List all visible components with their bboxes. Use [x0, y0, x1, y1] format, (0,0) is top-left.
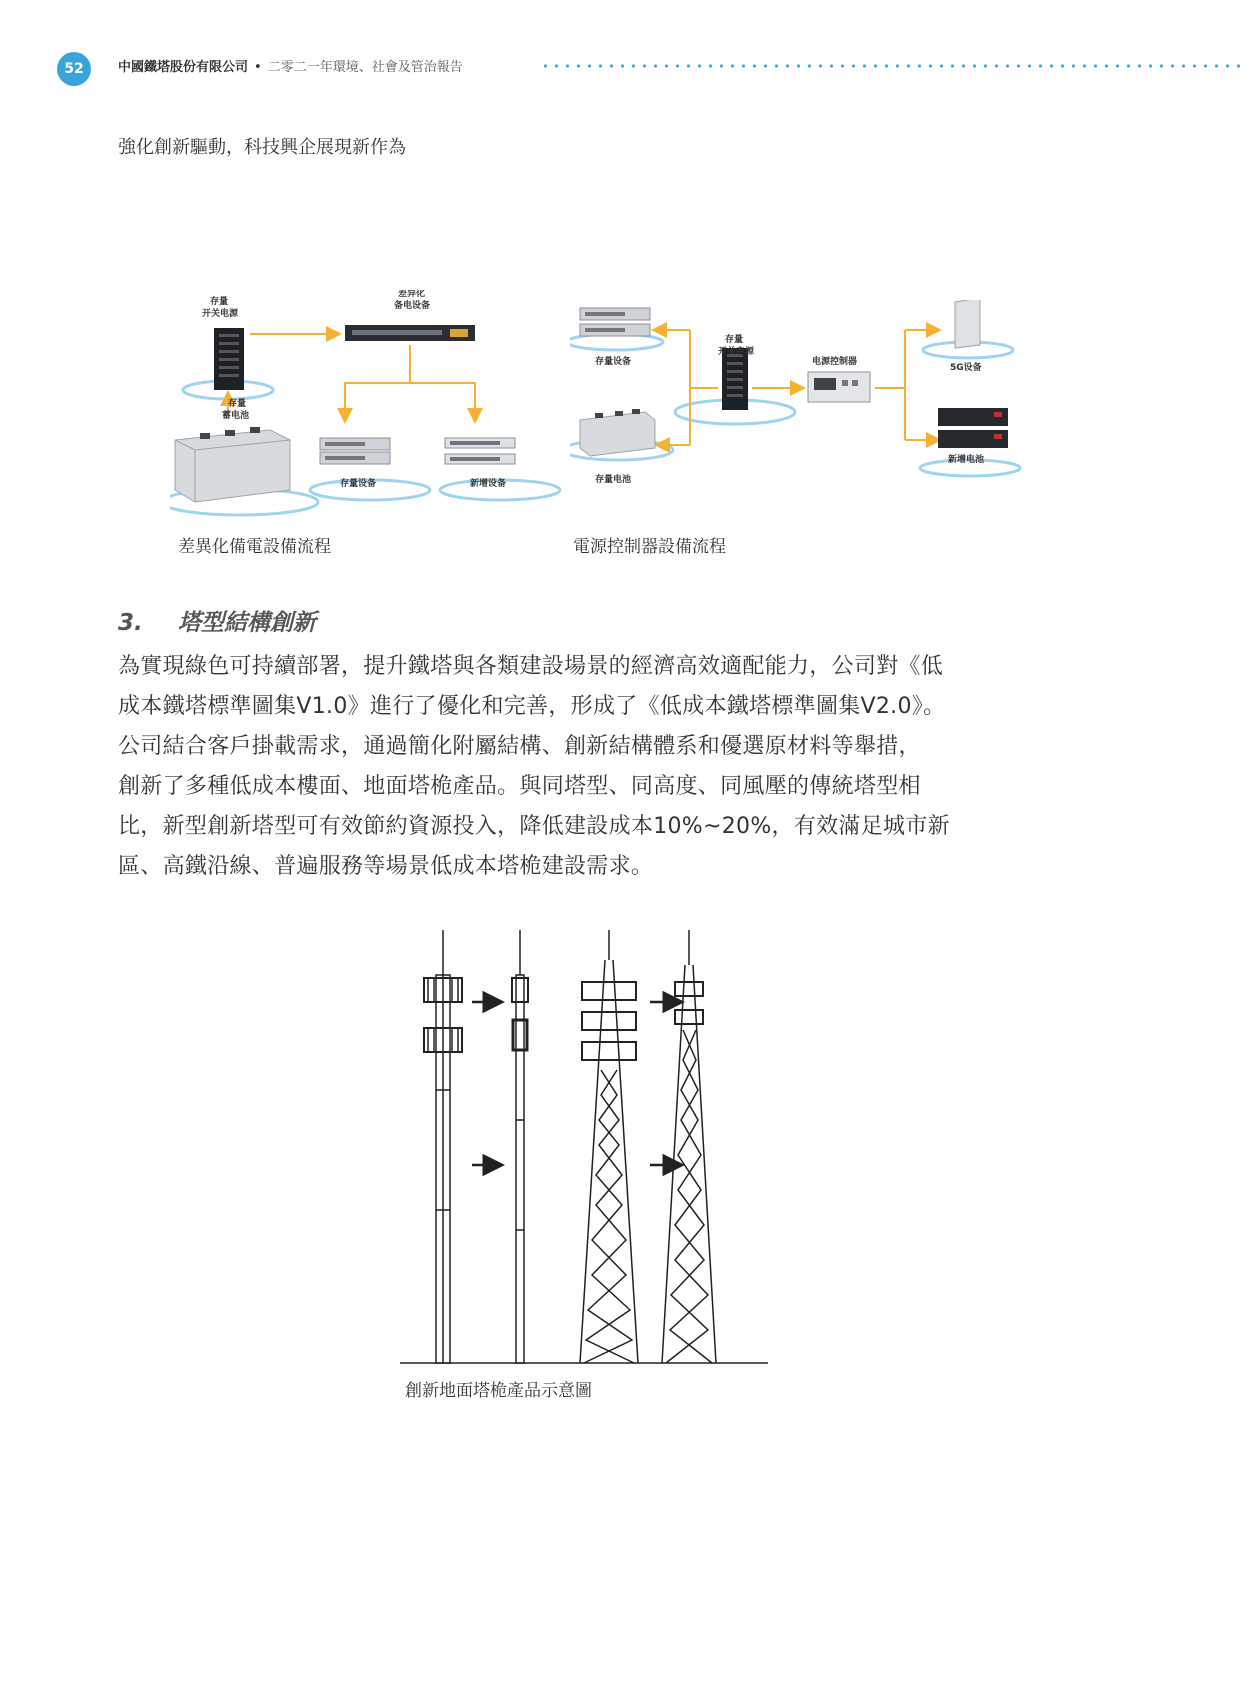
differentiated-power-diagram [170, 290, 570, 525]
arrow-to-existing-equipment [345, 345, 410, 420]
intro-heading: 強化創新驅動，科技興企展現新作為 [118, 137, 406, 158]
label-switch-power-1: 存量 [210, 297, 229, 307]
header-bullet: • [254, 60, 262, 75]
header-company: 中國鐵塔股份有限公司 [118, 60, 249, 75]
traditional-lattice-tower-icon [580, 930, 638, 1363]
running-header [118, 56, 463, 75]
label-existing-battery: 存量电池 [595, 475, 632, 485]
caption-differentiated-power: 差異化備電設備流程 [178, 537, 331, 557]
section-heading [118, 604, 316, 637]
power-controller-icon [808, 372, 870, 402]
5g-equipment-icon [955, 300, 980, 348]
switch-power-cabinet-icon [214, 328, 244, 390]
switch-power-cabinet-icon [722, 348, 748, 410]
label-controller: 电源控制器 [812, 357, 858, 367]
new-monopole-icon [512, 930, 528, 1363]
arrow-to-new-equipment [410, 383, 475, 420]
label-existing-equipment: 存量设备 [340, 479, 377, 489]
header-report-title: 二零二一年環境、社會及管治報告 [267, 60, 463, 75]
body-line: 區、高鐵沿線、普遍服務等場景低成本塔桅建設需求。 [118, 854, 654, 879]
body-line: 比，新型創新塔型可有效節約資源投入，降低建設成本10%~20%，有效滿足城市新 [118, 814, 950, 839]
tower-caption: 創新地面塔桅產品示意圖 [405, 1381, 592, 1401]
label-switch-power-right-1: 存量 [725, 335, 744, 345]
existing-equipment-icon [580, 308, 650, 336]
diff-power-rack-icon [345, 325, 475, 341]
label-switch-power-right-2: 开关电源 [718, 347, 755, 357]
battery-block-icon [175, 427, 290, 502]
new-lattice-tower-icon [662, 930, 716, 1363]
new-battery-icon [938, 408, 1008, 448]
page-number-badge [57, 52, 91, 86]
new-equipment-icon [445, 438, 515, 464]
tower-comparison-illustration [400, 920, 780, 1370]
label-switch-power-2: 开关电源 [202, 309, 239, 319]
body-line: 公司結合客戶掛載需求，通過簡化附屬結構、創新結構體系和優選原材料等舉措， [118, 734, 921, 759]
label-diff-power-2: 备电设备 [394, 301, 431, 311]
label-diff-power-1: 差异化 [398, 290, 426, 299]
label-new-equipment: 新增设备 [470, 479, 507, 489]
existing-battery-icon [580, 409, 655, 456]
body-line: 為實現綠色可持續部署，提升鐵塔與各類建設場景的經濟高效適配能力，公司對《低 [118, 654, 944, 679]
body-line: 創新了多種低成本樓面、地面塔桅產品。與同塔型、同高度、同風壓的傳統塔型相 [118, 774, 921, 799]
body-line: 成本鐵塔標準圖集V1.0》進行了優化和完善，形成了《低成本鐵塔標準圖集V2.0》。 [118, 694, 946, 719]
existing-equipment-icon [320, 438, 390, 464]
header-dotted-rule [540, 64, 1240, 68]
label-battery-1: 存量 [228, 399, 247, 409]
body-paragraph [118, 647, 1068, 887]
page-number: 52 [64, 61, 84, 77]
label-new-battery: 新增电池 [948, 455, 985, 465]
label-5g-equipment: 5G设备 [950, 363, 982, 373]
power-controller-diagram [570, 300, 1050, 505]
label-existing-equipment-right: 存量设备 [595, 357, 632, 367]
label-battery-2: 蓄电池 [222, 411, 250, 421]
section-title: 塔型結構創新 [178, 610, 316, 636]
caption-power-controller: 電源控制器設備流程 [573, 537, 726, 557]
traditional-monopole-icon [424, 930, 462, 1363]
section-number: 3. [118, 610, 143, 636]
